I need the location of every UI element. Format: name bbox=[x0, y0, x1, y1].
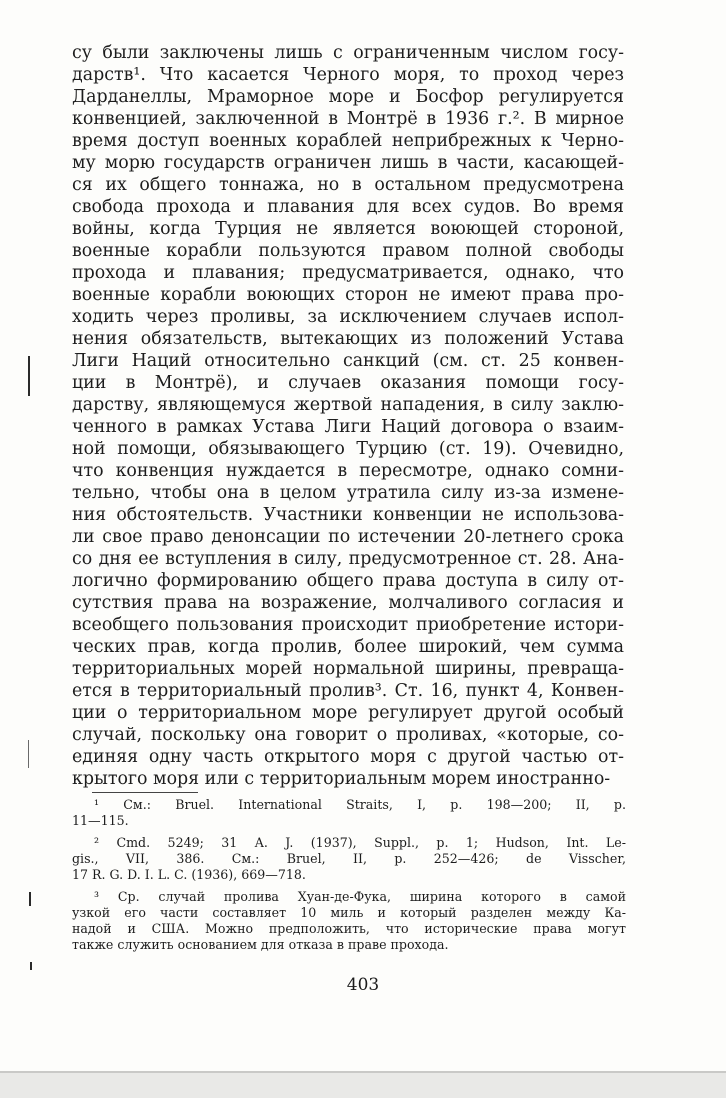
footnote-line: также служить основанием для отказа в праве прохода. bbox=[72, 937, 449, 952]
footnote-line: ¹ См.: Bruel. International Straits, I, p. 198—200; II, p. bbox=[94, 797, 626, 812]
main-text bbox=[72, 42, 624, 790]
margin-scan-mark bbox=[29, 892, 31, 906]
text-line: военные корабли пользуются правом полной свободы bbox=[72, 241, 624, 261]
text-line: ния обстоятельств. Участники конвенции не использова- bbox=[72, 505, 624, 525]
margin-scan-mark bbox=[28, 356, 30, 396]
text-line: ли свое право денонсации по истечении 20-летнего срока bbox=[72, 527, 624, 547]
text-line: конвенцией, заключенной в Монтрё в 1936 г.². В мирное bbox=[72, 109, 624, 129]
text-line: ции о территориальном море регулирует другой особый bbox=[72, 703, 624, 723]
text-line: что конвенция нуждается в пересмотре, однако сомни- bbox=[72, 461, 624, 481]
text-line: дарству, являющемуся жертвой нападения, в силу заклю- bbox=[72, 395, 624, 415]
footnote-line: ² Cmd. 5249; 31 A. J. (1937), Suppl., p. 1; Hudson, Int. Le- bbox=[94, 835, 626, 850]
text-line: дарств¹. Что касается Черного моря, то проход через bbox=[72, 65, 624, 85]
text-line: тельно, чтобы она в целом утратила силу из-за измене- bbox=[72, 483, 624, 503]
footnote bbox=[72, 835, 626, 883]
footnote bbox=[72, 889, 626, 953]
text-line: свобода прохода и плавания для всех судов. Во время bbox=[72, 197, 624, 217]
text-line: нения обязательств, вытекающих из положений Устава bbox=[72, 329, 624, 349]
footnote-line: 11—115. bbox=[72, 813, 129, 828]
text-line: военные корабли воюющих сторон не имеют права про- bbox=[72, 285, 624, 305]
text-line: ческих прав, когда пролив, более широкий, чем сумма bbox=[72, 637, 624, 657]
page-number: 403 bbox=[346, 975, 380, 995]
text-line: му морю государств ограничен лишь в части, касающей- bbox=[72, 153, 624, 173]
footnote-line: ³ Ср. случай пролива Хуан-де-Фука, ширина которого в самой bbox=[94, 889, 626, 904]
footnote-line: 17 R. G. D. I. L. C. (1936), 669—718. bbox=[72, 867, 306, 882]
footnote-line: узкой его части составляет 10 миль и который разделен между Ка- bbox=[72, 905, 626, 920]
text-line: со дня ее вступления в силу, предусмотренное ст. 28. Ана- bbox=[72, 549, 624, 569]
text-line: ной помощи, обязывающего Турцию (ст. 19). Очевидно, bbox=[72, 439, 624, 459]
text-line: крытого моря или с территориальным морем иностранно- bbox=[72, 769, 611, 789]
text-line: су были заключены лишь с ограниченным числом госу- bbox=[72, 43, 624, 63]
margin-scan-mark bbox=[28, 740, 29, 768]
text-line: ется в территориальный пролив³. Ст. 16, пункт 4, Конвен- bbox=[72, 681, 624, 701]
footnote-line: gis., VII, 386. См.: Bruel, II, p. 252—426; de Visscher, bbox=[72, 851, 626, 866]
text-line: ся их общего тоннажа, но в остальном предусмотрена bbox=[72, 175, 624, 195]
margin-scan-mark bbox=[30, 962, 32, 970]
text-line: логично формированию общего права доступа в силу от- bbox=[72, 571, 624, 591]
text-line: прохода и плавания; предусматривается, однако, что bbox=[72, 263, 624, 283]
footnote-separator bbox=[92, 792, 198, 793]
text-line: Лиги Наций относительно санкций (см. ст. 25 конвен- bbox=[72, 351, 624, 371]
text-line: Дарданеллы, Мраморное море и Босфор регулируется bbox=[72, 87, 624, 107]
text-line: всеобщего пользования происходит приобретение истори- bbox=[72, 615, 624, 635]
scan-bottom-edge bbox=[0, 1071, 726, 1098]
text-line: территориальных морей нормальной ширины, превраща- bbox=[72, 659, 624, 679]
text-line: единяя одну часть открытого моря с другой частью от- bbox=[72, 747, 624, 767]
text-line: случай, поскольку она говорит о проливах, «которые, со- bbox=[72, 725, 624, 745]
footnote-line: надой и США. Можно предположить, что исторические права могут bbox=[72, 921, 626, 936]
text-line: время доступ военных кораблей неприбрежных к Черно- bbox=[72, 131, 624, 151]
text-line: ченного в рамках Устава Лиги Наций договора о взаим- bbox=[72, 417, 624, 437]
footnote bbox=[72, 797, 626, 829]
footnotes bbox=[72, 797, 626, 953]
text-line: сутствия права на возражение, молчаливого согласия и bbox=[72, 593, 624, 613]
text-line: ции в Монтрё), и случаев оказания помощи госу- bbox=[72, 373, 624, 393]
text-line: войны, когда Турция не является воюющей стороной, bbox=[72, 219, 624, 239]
text-line: ходить через проливы, за исключением случаев испол- bbox=[72, 307, 624, 327]
